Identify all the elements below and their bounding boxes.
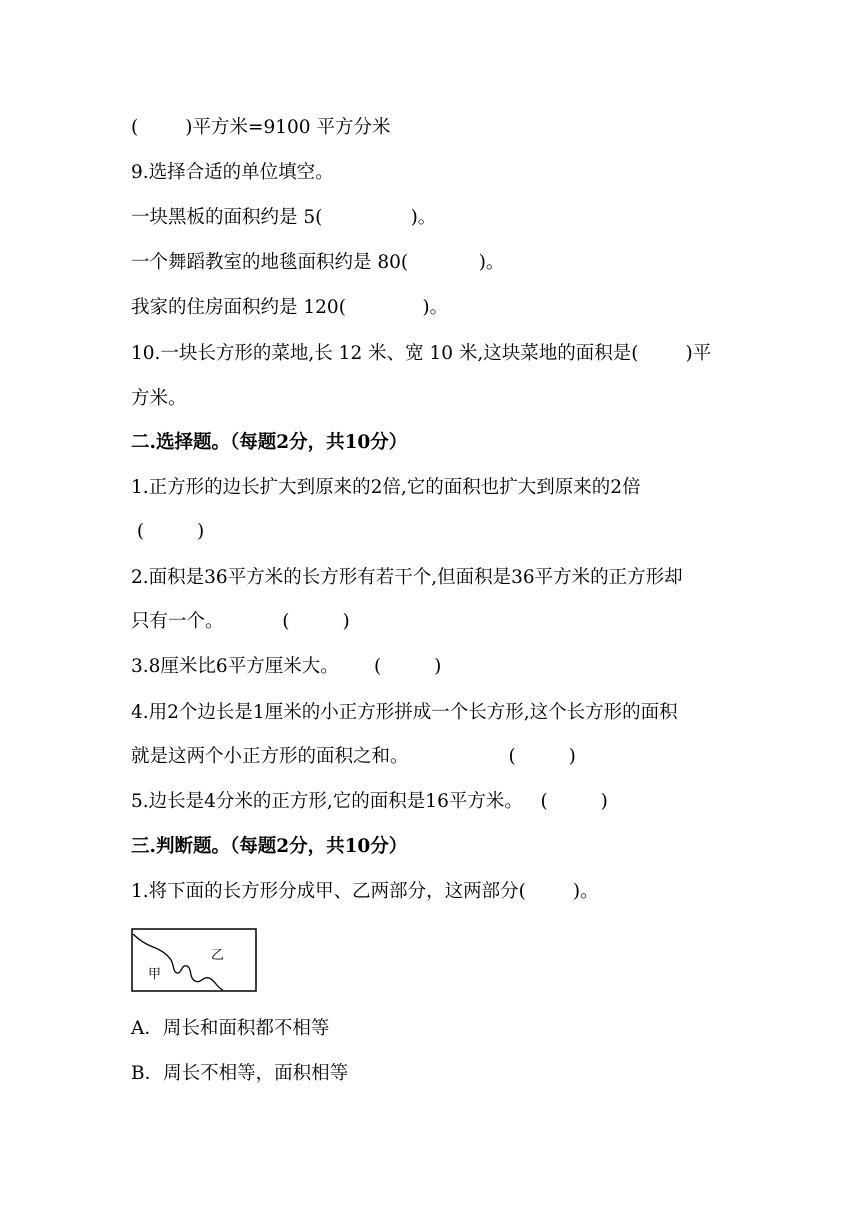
q9-item-3: 我家的住房面积约是 120( )。 <box>131 297 449 318</box>
dividing-curve <box>133 934 223 990</box>
s2-q1-answer: ( ) <box>131 521 205 542</box>
rectangle-figure <box>131 928 257 992</box>
q8-last-line: ( )平方米=9100 平方分米 <box>131 117 391 138</box>
part-yi-label: 乙 <box>211 948 225 963</box>
s2-q2-line-1: 2.面积是36平方米的长方形有若干个,但面积是36平方米的正方形却 <box>131 567 683 588</box>
q9-title: 9.选择合适的单位填空。 <box>131 162 334 183</box>
s2-q4-line-2: 就是这两个小正方形的面积之和。 ( ) <box>131 746 576 767</box>
s2-q3: 3.8厘米比6平方厘米大。 ( ) <box>131 656 442 677</box>
s2-q4-line-1: 4.用2个边长是1厘米的小正方形拼成一个长方形,这个长方形的面积 <box>131 702 678 723</box>
q10-line-1: 10.一块长方形的菜地,长 12 米、宽 10 米,这块菜地的面积是( )平 <box>131 343 712 364</box>
part-jia-label: 甲 <box>148 967 162 982</box>
s2-q1: 1.正方形的边长扩大到原来的2倍,它的面积也扩大到原来的2倍 <box>131 477 641 498</box>
s3-q1: 1.将下面的长方形分成甲、乙两部分，这两部分( )。 <box>131 881 599 902</box>
section-2-heading: 二.选择题。（每题2分，共10分） <box>131 432 408 453</box>
q9-item-1: 一块黑板的面积约是 5( )。 <box>131 207 437 228</box>
option-a: A．周长和面积都不相等 <box>131 1018 330 1039</box>
option-b: B．周长不相等，面积相等 <box>131 1063 349 1084</box>
s2-q5: 5.边长是4分米的正方形,它的面积是16平方米。 ( ) <box>131 791 608 812</box>
q10-line-2: 方米。 <box>131 388 187 409</box>
section-3-heading: 三.判断题。（每题2分，共10分） <box>131 836 408 857</box>
q9-item-2: 一个舞蹈教室的地毯面积约是 80( )。 <box>131 252 505 273</box>
s2-q2-line-2: 只有一个。 ( ) <box>131 611 350 632</box>
